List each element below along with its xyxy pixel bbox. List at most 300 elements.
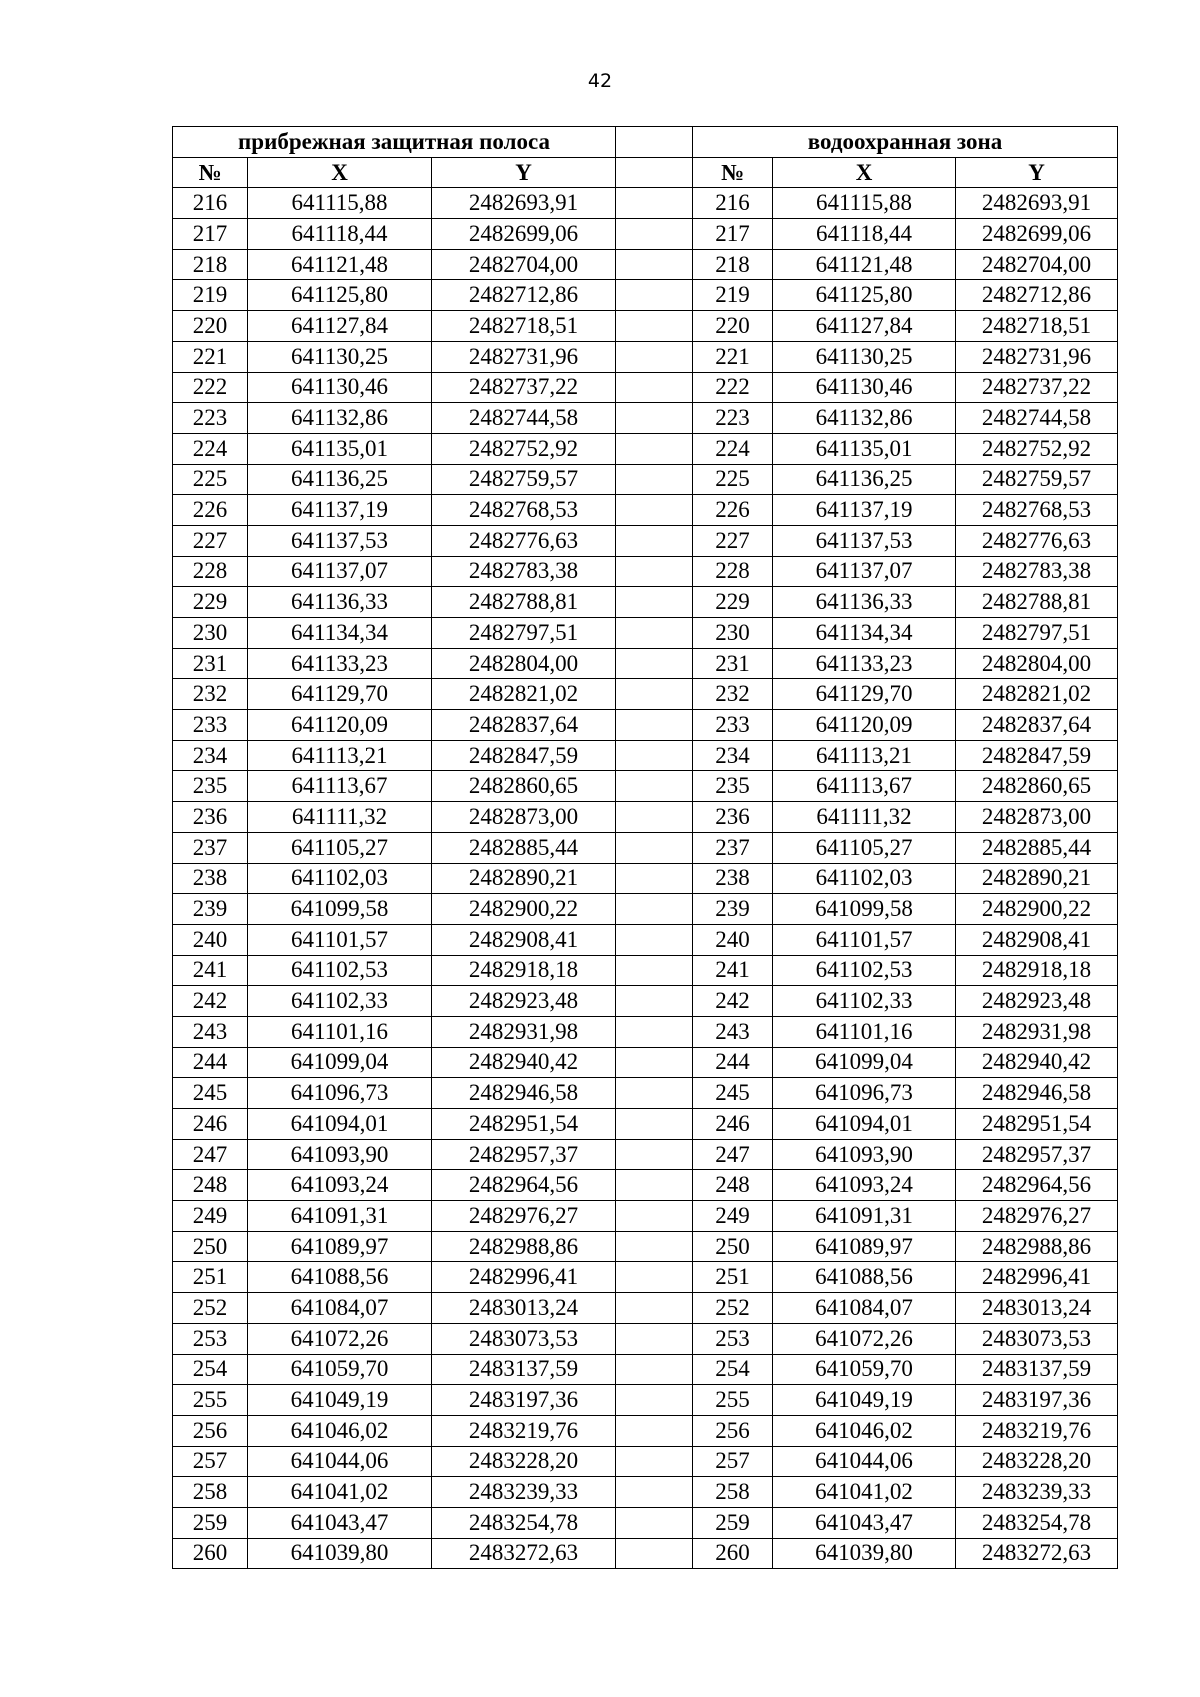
right-y-cell: 2482988,86 bbox=[956, 1231, 1118, 1262]
left-number-cell: 233 bbox=[173, 710, 248, 741]
table-gap-cell bbox=[616, 1231, 693, 1262]
right-y-cell: 2482744,58 bbox=[956, 403, 1118, 434]
right-x-cell: 641039,80 bbox=[773, 1538, 956, 1569]
left-y-cell: 2482797,51 bbox=[432, 618, 616, 649]
right-number-cell: 237 bbox=[693, 832, 773, 863]
right-x-cell: 641137,53 bbox=[773, 525, 956, 556]
table-row bbox=[173, 1415, 1118, 1446]
right-x-cell: 641136,25 bbox=[773, 464, 956, 495]
right-y-cell: 2483073,53 bbox=[956, 1323, 1118, 1354]
right-y-cell: 2482731,96 bbox=[956, 341, 1118, 372]
right-y-cell: 2482752,92 bbox=[956, 433, 1118, 464]
left-y-cell: 2483239,33 bbox=[432, 1477, 616, 1508]
left-number-cell: 244 bbox=[173, 1047, 248, 1078]
left-x-cell: 641101,57 bbox=[248, 924, 432, 955]
table-row bbox=[173, 188, 1118, 219]
right-x-cell: 641105,27 bbox=[773, 832, 956, 863]
right-number-cell: 241 bbox=[693, 955, 773, 986]
right-number-cell: 258 bbox=[693, 1477, 773, 1508]
left-x-cell: 641137,19 bbox=[248, 495, 432, 526]
right-number-cell: 228 bbox=[693, 556, 773, 587]
right-y-cell: 2482908,41 bbox=[956, 924, 1118, 955]
table-row bbox=[173, 924, 1118, 955]
table-gap-cell bbox=[616, 157, 693, 188]
left-y-cell: 2482885,44 bbox=[432, 832, 616, 863]
left-number-cell: 248 bbox=[173, 1170, 248, 1201]
left-x-cell: 641105,27 bbox=[248, 832, 432, 863]
right-number-cell: 242 bbox=[693, 986, 773, 1017]
right-x-cell: 641099,58 bbox=[773, 894, 956, 925]
left-x-cell: 641099,58 bbox=[248, 894, 432, 925]
right-x-cell: 641049,19 bbox=[773, 1385, 956, 1416]
left-x-cell: 641127,84 bbox=[248, 311, 432, 342]
table-gap-cell bbox=[616, 710, 693, 741]
left-x-cell: 641093,90 bbox=[248, 1139, 432, 1170]
table-row bbox=[173, 495, 1118, 526]
left-number-cell: 217 bbox=[173, 219, 248, 250]
right-x-cell: 641127,84 bbox=[773, 311, 956, 342]
left-y-cell: 2483272,63 bbox=[432, 1538, 616, 1569]
table-row bbox=[173, 525, 1118, 556]
left-x-cell: 641043,47 bbox=[248, 1507, 432, 1538]
right-y-cell: 2482964,56 bbox=[956, 1170, 1118, 1201]
left-number-cell: 219 bbox=[173, 280, 248, 311]
table-row bbox=[173, 832, 1118, 863]
left-number-cell: 232 bbox=[173, 679, 248, 710]
table-gap-cell bbox=[616, 802, 693, 833]
table-row bbox=[173, 341, 1118, 372]
left-x-cell: 641072,26 bbox=[248, 1323, 432, 1354]
left-number-cell: 241 bbox=[173, 955, 248, 986]
left-number-cell: 227 bbox=[173, 525, 248, 556]
right-x-cell: 641102,03 bbox=[773, 863, 956, 894]
right-x-cell: 641041,02 bbox=[773, 1477, 956, 1508]
right-number-cell: 236 bbox=[693, 802, 773, 833]
right-x-cell: 641118,44 bbox=[773, 219, 956, 250]
right-number-cell: 235 bbox=[693, 771, 773, 802]
left-y-cell: 2482890,21 bbox=[432, 863, 616, 894]
column-header-row bbox=[173, 157, 1118, 188]
right-y-cell: 2483254,78 bbox=[956, 1507, 1118, 1538]
left-number-cell: 225 bbox=[173, 464, 248, 495]
table-row bbox=[173, 249, 1118, 280]
right-x-cell: 641134,34 bbox=[773, 618, 956, 649]
left-x-cell: 641113,21 bbox=[248, 740, 432, 771]
right-number-cell: 253 bbox=[693, 1323, 773, 1354]
table-row bbox=[173, 587, 1118, 618]
right-number-cell: 226 bbox=[693, 495, 773, 526]
table-gap-cell bbox=[616, 955, 693, 986]
table-row bbox=[173, 1323, 1118, 1354]
left-number-cell: 235 bbox=[173, 771, 248, 802]
right-y-cell: 2482976,27 bbox=[956, 1201, 1118, 1232]
left-x-cell: 641089,97 bbox=[248, 1231, 432, 1262]
right-y-cell: 2482860,65 bbox=[956, 771, 1118, 802]
left-x-cell: 641039,80 bbox=[248, 1538, 432, 1569]
right-x-cell: 641130,25 bbox=[773, 341, 956, 372]
right-x-cell: 641133,23 bbox=[773, 648, 956, 679]
right-x-cell: 641046,02 bbox=[773, 1415, 956, 1446]
right-number-cell: 249 bbox=[693, 1201, 773, 1232]
right-y-cell: 2482847,59 bbox=[956, 740, 1118, 771]
table-row bbox=[173, 802, 1118, 833]
table-gap-cell bbox=[616, 311, 693, 342]
right-number-cell: 239 bbox=[693, 894, 773, 925]
table-gap-cell bbox=[616, 1262, 693, 1293]
left-number-cell: 221 bbox=[173, 341, 248, 372]
right-number-cell: 243 bbox=[693, 1016, 773, 1047]
right-x-cell: 641135,01 bbox=[773, 433, 956, 464]
left-x-cell: 641102,53 bbox=[248, 955, 432, 986]
left-number-cell: 256 bbox=[173, 1415, 248, 1446]
left-y-cell: 2483197,36 bbox=[432, 1385, 616, 1416]
table-gap-cell bbox=[616, 1293, 693, 1324]
right-x-cell: 641072,26 bbox=[773, 1323, 956, 1354]
left-x-cell: 641102,33 bbox=[248, 986, 432, 1017]
left-x-cell: 641115,88 bbox=[248, 188, 432, 219]
table-gap-cell bbox=[616, 618, 693, 649]
right-y-cell: 2483197,36 bbox=[956, 1385, 1118, 1416]
left-y-cell: 2482931,98 bbox=[432, 1016, 616, 1047]
right-y-cell: 2483228,20 bbox=[956, 1446, 1118, 1477]
left-y-cell: 2482923,48 bbox=[432, 986, 616, 1017]
right-number-cell: 245 bbox=[693, 1078, 773, 1109]
left-number-cell: 243 bbox=[173, 1016, 248, 1047]
left-y-cell: 2482783,38 bbox=[432, 556, 616, 587]
left-x-cell: 641094,01 bbox=[248, 1109, 432, 1140]
table-gap-cell bbox=[616, 1477, 693, 1508]
right-x-cell: 641136,33 bbox=[773, 587, 956, 618]
right-x-cell: 641137,19 bbox=[773, 495, 956, 526]
right-x-cell: 641089,97 bbox=[773, 1231, 956, 1262]
left-x-cell: 641132,86 bbox=[248, 403, 432, 434]
left-y-cell: 2482951,54 bbox=[432, 1109, 616, 1140]
left-x-cell: 641136,33 bbox=[248, 587, 432, 618]
table-row bbox=[173, 648, 1118, 679]
left-x-cell: 641137,07 bbox=[248, 556, 432, 587]
right-number-cell: 231 bbox=[693, 648, 773, 679]
left-x-cell: 641084,07 bbox=[248, 1293, 432, 1324]
right-x-cell: 641102,33 bbox=[773, 986, 956, 1017]
table-row bbox=[173, 1354, 1118, 1385]
left-y-cell: 2482744,58 bbox=[432, 403, 616, 434]
right-number-cell: 227 bbox=[693, 525, 773, 556]
left-y-cell: 2482759,57 bbox=[432, 464, 616, 495]
left-y-cell: 2482976,27 bbox=[432, 1201, 616, 1232]
right-y-cell: 2482885,44 bbox=[956, 832, 1118, 863]
table-row bbox=[173, 556, 1118, 587]
table-gap-cell bbox=[616, 1201, 693, 1232]
right-x-cell: 641111,32 bbox=[773, 802, 956, 833]
right-number-cell: 229 bbox=[693, 587, 773, 618]
right-y-cell: 2483219,76 bbox=[956, 1415, 1118, 1446]
left-x-cell: 641049,19 bbox=[248, 1385, 432, 1416]
left-x-cell: 641044,06 bbox=[248, 1446, 432, 1477]
table-gap-cell bbox=[616, 587, 693, 618]
left-y-cell: 2483013,24 bbox=[432, 1293, 616, 1324]
right-number-cell: 223 bbox=[693, 403, 773, 434]
left-number-cell: 230 bbox=[173, 618, 248, 649]
table-gap-cell bbox=[616, 127, 693, 158]
table-gap-cell bbox=[616, 1354, 693, 1385]
right-y-cell: 2482996,41 bbox=[956, 1262, 1118, 1293]
right-number-cell: 246 bbox=[693, 1109, 773, 1140]
table-gap-cell bbox=[616, 863, 693, 894]
table-row bbox=[173, 863, 1118, 894]
left-y-cell: 2482699,06 bbox=[432, 219, 616, 250]
left-y-cell: 2483219,76 bbox=[432, 1415, 616, 1446]
right-y-cell: 2482957,37 bbox=[956, 1139, 1118, 1170]
left-y-cell: 2482847,59 bbox=[432, 740, 616, 771]
right-y-cell: 2482718,51 bbox=[956, 311, 1118, 342]
table-gap-cell bbox=[616, 832, 693, 863]
left-y-cell: 2482804,00 bbox=[432, 648, 616, 679]
left-x-cell: 641130,46 bbox=[248, 372, 432, 403]
right-number-cell: 255 bbox=[693, 1385, 773, 1416]
table-gap-cell bbox=[616, 525, 693, 556]
left-x-cell: 641059,70 bbox=[248, 1354, 432, 1385]
left-x-header: X bbox=[248, 157, 432, 188]
right-number-cell: 251 bbox=[693, 1262, 773, 1293]
table-gap-cell bbox=[616, 1170, 693, 1201]
right-y-cell: 2482946,58 bbox=[956, 1078, 1118, 1109]
table-row bbox=[173, 1201, 1118, 1232]
table-row bbox=[173, 1109, 1118, 1140]
left-y-cell: 2482873,00 bbox=[432, 802, 616, 833]
left-number-cell: 234 bbox=[173, 740, 248, 771]
table-row bbox=[173, 679, 1118, 710]
left-number-cell: 231 bbox=[173, 648, 248, 679]
table-row bbox=[173, 311, 1118, 342]
left-x-cell: 641137,53 bbox=[248, 525, 432, 556]
right-x-cell: 641043,47 bbox=[773, 1507, 956, 1538]
left-y-cell: 2482837,64 bbox=[432, 710, 616, 741]
table-row bbox=[173, 771, 1118, 802]
left-y-cell: 2483254,78 bbox=[432, 1507, 616, 1538]
right-x-cell: 641093,90 bbox=[773, 1139, 956, 1170]
table-row bbox=[173, 1231, 1118, 1262]
left-y-cell: 2482900,22 bbox=[432, 894, 616, 925]
left-x-cell: 641120,09 bbox=[248, 710, 432, 741]
left-number-cell: 253 bbox=[173, 1323, 248, 1354]
right-y-cell: 2483137,59 bbox=[956, 1354, 1118, 1385]
table-gap-cell bbox=[616, 403, 693, 434]
right-number-cell: 257 bbox=[693, 1446, 773, 1477]
right-number-cell: 256 bbox=[693, 1415, 773, 1446]
table-gap-cell bbox=[616, 464, 693, 495]
right-y-header: Y bbox=[956, 157, 1118, 188]
left-number-cell: 255 bbox=[173, 1385, 248, 1416]
table-row bbox=[173, 955, 1118, 986]
left-number-cell: 236 bbox=[173, 802, 248, 833]
table-row bbox=[173, 403, 1118, 434]
left-number-cell: 229 bbox=[173, 587, 248, 618]
right-number-cell: 221 bbox=[693, 341, 773, 372]
right-x-cell: 641091,31 bbox=[773, 1201, 956, 1232]
left-y-cell: 2482908,41 bbox=[432, 924, 616, 955]
left-y-cell: 2482776,63 bbox=[432, 525, 616, 556]
left-number-cell: 239 bbox=[173, 894, 248, 925]
table-gap-cell bbox=[616, 495, 693, 526]
right-number-cell: 219 bbox=[693, 280, 773, 311]
right-y-cell: 2482693,91 bbox=[956, 188, 1118, 219]
left-number-cell: 222 bbox=[173, 372, 248, 403]
left-number-cell: 238 bbox=[173, 863, 248, 894]
table-gap-cell bbox=[616, 556, 693, 587]
right-y-cell: 2482788,81 bbox=[956, 587, 1118, 618]
right-y-cell: 2482699,06 bbox=[956, 219, 1118, 250]
right-number-cell: 225 bbox=[693, 464, 773, 495]
right-y-cell: 2482931,98 bbox=[956, 1016, 1118, 1047]
left-y-cell: 2483073,53 bbox=[432, 1323, 616, 1354]
right-number-cell: 216 bbox=[693, 188, 773, 219]
left-x-cell: 641113,67 bbox=[248, 771, 432, 802]
right-x-cell: 641132,86 bbox=[773, 403, 956, 434]
right-number-cell: 260 bbox=[693, 1538, 773, 1569]
right-x-cell: 641059,70 bbox=[773, 1354, 956, 1385]
right-number-cell: 217 bbox=[693, 219, 773, 250]
right-y-cell: 2483239,33 bbox=[956, 1477, 1118, 1508]
left-number-cell: 216 bbox=[173, 188, 248, 219]
right-number-cell: 252 bbox=[693, 1293, 773, 1324]
left-x-cell: 641129,70 bbox=[248, 679, 432, 710]
left-y-cell: 2482768,53 bbox=[432, 495, 616, 526]
table-gap-cell bbox=[616, 341, 693, 372]
right-number-cell: 238 bbox=[693, 863, 773, 894]
right-x-cell: 641102,53 bbox=[773, 955, 956, 986]
left-number-cell: 252 bbox=[173, 1293, 248, 1324]
left-y-cell: 2482737,22 bbox=[432, 372, 616, 403]
right-x-cell: 641044,06 bbox=[773, 1446, 956, 1477]
left-number-cell: 220 bbox=[173, 311, 248, 342]
right-y-cell: 2482940,42 bbox=[956, 1047, 1118, 1078]
left-number-cell: 237 bbox=[173, 832, 248, 863]
table-row bbox=[173, 1446, 1118, 1477]
right-y-cell: 2482783,38 bbox=[956, 556, 1118, 587]
table-row bbox=[173, 1385, 1118, 1416]
left-number-cell: 218 bbox=[173, 249, 248, 280]
table-row bbox=[173, 710, 1118, 741]
table-row bbox=[173, 1170, 1118, 1201]
table-gap-cell bbox=[616, 1109, 693, 1140]
table-gap-cell bbox=[616, 648, 693, 679]
right-x-cell: 641094,01 bbox=[773, 1109, 956, 1140]
left-x-cell: 641096,73 bbox=[248, 1078, 432, 1109]
table-gap-cell bbox=[616, 679, 693, 710]
right-x-cell: 641121,48 bbox=[773, 249, 956, 280]
left-number-cell: 224 bbox=[173, 433, 248, 464]
right-y-cell: 2482797,51 bbox=[956, 618, 1118, 649]
right-number-cell: 218 bbox=[693, 249, 773, 280]
right-number-header: № bbox=[693, 157, 773, 188]
right-y-cell: 2482804,00 bbox=[956, 648, 1118, 679]
left-y-cell: 2482693,91 bbox=[432, 188, 616, 219]
table-row bbox=[173, 1477, 1118, 1508]
left-number-cell: 249 bbox=[173, 1201, 248, 1232]
left-number-cell: 260 bbox=[173, 1538, 248, 1569]
right-x-cell: 641129,70 bbox=[773, 679, 956, 710]
left-y-cell: 2482940,42 bbox=[432, 1047, 616, 1078]
left-y-cell: 2482996,41 bbox=[432, 1262, 616, 1293]
left-group-title: прибрежная защитная полоса bbox=[173, 127, 616, 158]
right-number-cell: 224 bbox=[693, 433, 773, 464]
left-number-header: № bbox=[173, 157, 248, 188]
table-gap-cell bbox=[616, 249, 693, 280]
left-y-cell: 2482946,58 bbox=[432, 1078, 616, 1109]
left-y-cell: 2482821,02 bbox=[432, 679, 616, 710]
left-number-cell: 242 bbox=[173, 986, 248, 1017]
right-number-cell: 250 bbox=[693, 1231, 773, 1262]
table-gap-cell bbox=[616, 1385, 693, 1416]
table-row bbox=[173, 986, 1118, 1017]
table-gap-cell bbox=[616, 894, 693, 925]
right-y-cell: 2482737,22 bbox=[956, 372, 1118, 403]
left-y-cell: 2483137,59 bbox=[432, 1354, 616, 1385]
right-y-cell: 2482768,53 bbox=[956, 495, 1118, 526]
table-gap-cell bbox=[616, 986, 693, 1017]
left-number-cell: 223 bbox=[173, 403, 248, 434]
group-header-row bbox=[173, 127, 1118, 158]
table-row bbox=[173, 894, 1118, 925]
left-x-cell: 641133,23 bbox=[248, 648, 432, 679]
right-number-cell: 234 bbox=[693, 740, 773, 771]
right-number-cell: 247 bbox=[693, 1139, 773, 1170]
right-y-cell: 2482712,86 bbox=[956, 280, 1118, 311]
table-gap-cell bbox=[616, 924, 693, 955]
right-y-cell: 2482821,02 bbox=[956, 679, 1118, 710]
right-group-title: водоохранная зона bbox=[693, 127, 1118, 158]
left-number-cell: 254 bbox=[173, 1354, 248, 1385]
right-x-cell: 641088,56 bbox=[773, 1262, 956, 1293]
right-x-header: X bbox=[773, 157, 956, 188]
right-x-cell: 641099,04 bbox=[773, 1047, 956, 1078]
right-x-cell: 641137,07 bbox=[773, 556, 956, 587]
table-gap-cell bbox=[616, 771, 693, 802]
right-y-cell: 2482873,00 bbox=[956, 802, 1118, 833]
table-gap-cell bbox=[616, 1323, 693, 1354]
right-number-cell: 232 bbox=[693, 679, 773, 710]
left-y-cell: 2483228,20 bbox=[432, 1446, 616, 1477]
table-gap-cell bbox=[616, 188, 693, 219]
left-number-cell: 257 bbox=[173, 1446, 248, 1477]
left-number-cell: 240 bbox=[173, 924, 248, 955]
right-number-cell: 240 bbox=[693, 924, 773, 955]
table-row bbox=[173, 1016, 1118, 1047]
left-y-cell: 2482957,37 bbox=[432, 1139, 616, 1170]
left-x-cell: 641088,56 bbox=[248, 1262, 432, 1293]
right-x-cell: 641101,16 bbox=[773, 1016, 956, 1047]
left-x-cell: 641091,31 bbox=[248, 1201, 432, 1232]
left-number-cell: 251 bbox=[173, 1262, 248, 1293]
left-x-cell: 641093,24 bbox=[248, 1170, 432, 1201]
right-y-cell: 2482776,63 bbox=[956, 525, 1118, 556]
left-y-cell: 2482704,00 bbox=[432, 249, 616, 280]
table-row bbox=[173, 372, 1118, 403]
table-row bbox=[173, 1293, 1118, 1324]
table-gap-cell bbox=[616, 1446, 693, 1477]
left-x-cell: 641101,16 bbox=[248, 1016, 432, 1047]
table-gap-cell bbox=[616, 1538, 693, 1569]
left-number-cell: 250 bbox=[173, 1231, 248, 1262]
right-y-cell: 2482900,22 bbox=[956, 894, 1118, 925]
right-number-cell: 220 bbox=[693, 311, 773, 342]
table-row bbox=[173, 1078, 1118, 1109]
table-row bbox=[173, 740, 1118, 771]
table-row bbox=[173, 464, 1118, 495]
table-gap-cell bbox=[616, 372, 693, 403]
right-x-cell: 641093,24 bbox=[773, 1170, 956, 1201]
table-gap-cell bbox=[616, 740, 693, 771]
